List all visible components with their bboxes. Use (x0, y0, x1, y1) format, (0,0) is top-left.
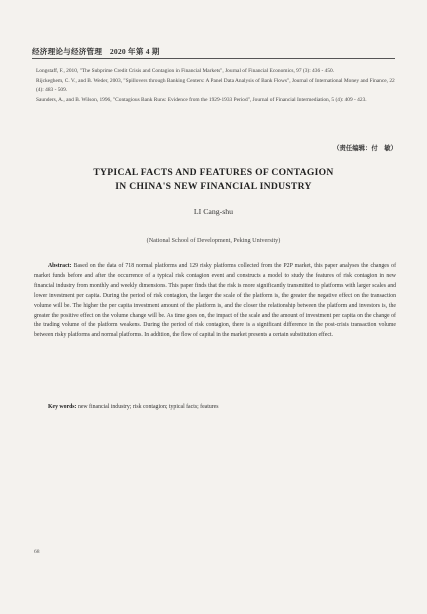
title-line-2: IN CHINA'S NEW FINANCIAL INDUSTRY (115, 181, 312, 192)
title-line-1: TYPICAL FACTS AND FEATURES OF CONTAGION (93, 167, 334, 178)
abstract-text: Based on the data of 718 normal platforms and 129 risky platforms collected from the P2P market, this paper analyses the changes of market funds before and after the occurrence of a typical risk contagion event and constructs a model to study the features of risk contagion in new financial industry from monthly and weekly dimensions. This paper finds that the risk is more significantly transmitted to platforms with larger scales and lower investment per capita. During the period of risk contagion, the larger the scale of the platform is, the greater the negative effect on the transaction volume will be. The higher the per capita investment amount of the platform is, and the closer the relationship between the platform and investors is, the greater the positive effect on the volume change will be. As time goes on, the impact of the scale and the amount of investment per capita on the change of the trading volume of the platform weakens. During the period of risk contagion, there is a significant difference in the post-crisis transaction volume between risky platforms and normal platforms. In addition, the flow of capital in the market presents a certain substitution effect. (34, 263, 396, 339)
reference-item: Longstaff, F., 2010, "The Subprime Credit Crisis and Contagion in Financial Markets", Journal of Financial Economics, 97 (3): 436 - 450. (36, 68, 335, 74)
reference-item: Saunders, A., and B. Wilson, 1996, "Contagious Bank Runs: Evidence from the 1929-1933 Period", Journal of Financial Intermediation, 5 (4): 409 - 423. (36, 96, 367, 103)
keywords-text: new financial industry; risk contagion; typical facts; features (76, 404, 219, 410)
reference-item: Rijckeghem, C. V., and B. Weder, 2003, "Spillovers through Banking Centers: A Panel Data Analysis of Bank Flows", Journal of International Money and Finance, 22 (4): 483 - 509. (36, 78, 395, 93)
keywords-label: Key words: (48, 404, 77, 410)
abstract-label: Abstract: (48, 263, 72, 269)
page-number: 68 (34, 549, 40, 555)
running-header: 经济理论与经济管理 2020 年第 4 期 (32, 47, 160, 56)
editor-note: （责任编辑：付 敏） (333, 145, 397, 152)
header-rule (32, 58, 395, 59)
article-title (30, 166, 397, 194)
author-name: LI Cang-shu (193, 207, 234, 216)
abstract-paragraph (34, 262, 396, 341)
reference-list (32, 67, 398, 106)
author-affiliation: (National School of Development, Peking University) (146, 237, 281, 244)
keywords-line (34, 404, 396, 410)
